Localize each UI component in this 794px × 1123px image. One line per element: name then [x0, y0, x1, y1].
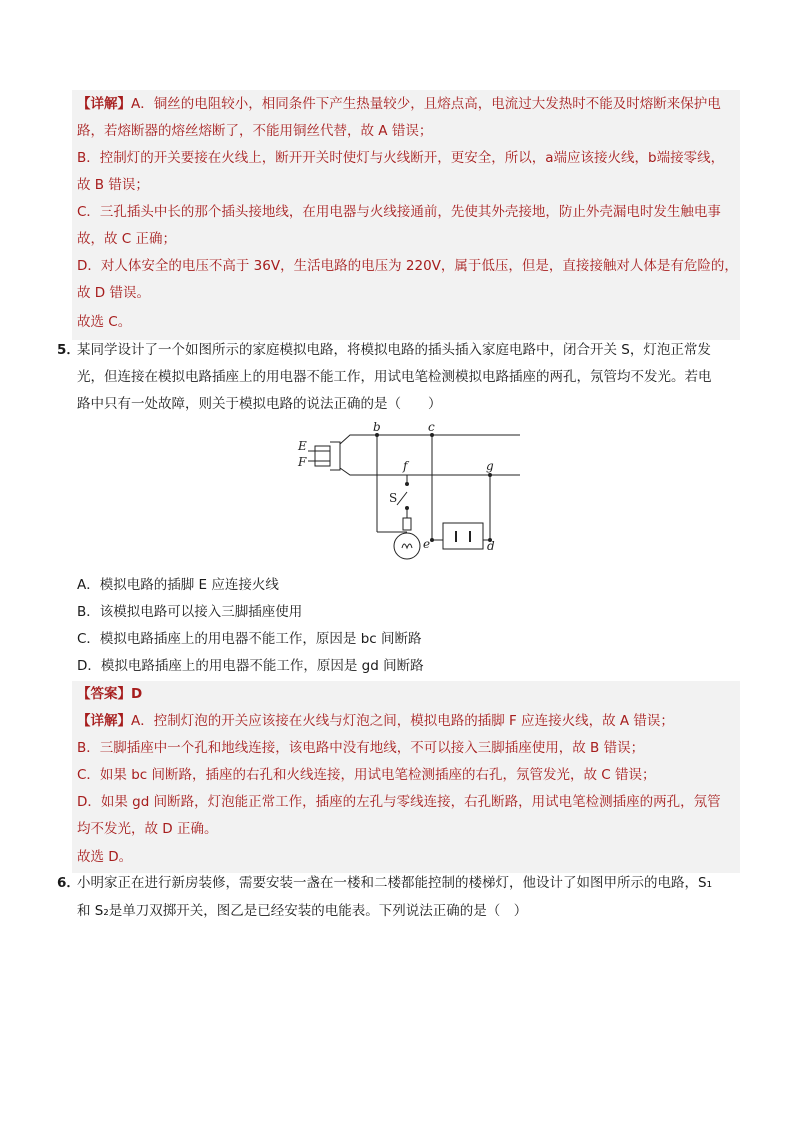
- explanation-line: 路，若熔断器的熔丝熔断了，不能用铜丝代替，故 A 错误；: [77, 123, 433, 139]
- option-c: C．模拟电路插座上的用电器不能工作，原因是 bc 间断路: [77, 631, 422, 647]
- answer-line: [77, 684, 142, 704]
- label-e: e: [423, 537, 431, 551]
- option-d: D．模拟电路插座上的用电器不能工作，原因是 gd 间断路: [77, 658, 424, 674]
- explanation-line: 均不发光，故 D 正确。: [77, 821, 218, 837]
- label-g: g: [486, 459, 494, 473]
- label-b: b: [373, 422, 381, 434]
- conclusion-text: 故选 C。: [77, 314, 132, 330]
- label-f: f: [403, 459, 408, 473]
- label-F: F: [298, 455, 307, 469]
- conclusion-text: 故选 D。: [77, 849, 133, 865]
- switch-s-icon: [397, 492, 407, 505]
- answer-value: D: [131, 686, 143, 702]
- answer-label: 【答案】: [77, 686, 131, 702]
- label-S: S: [389, 491, 398, 505]
- socket-icon: [443, 523, 483, 549]
- question-stem-line: 某同学设计了一个如图所示的家庭模拟电路，将模拟电路的插头插入家庭电路中，闭合开关 S，灯泡正常发: [77, 342, 711, 358]
- explanation-line: D．对人体安全的电压不高于 36V，生活电路的电压为 220V，属于低压，但是，直接接触对人体是有危险的，: [77, 258, 738, 274]
- explanation-line: D．如果 gd 间断路，灯泡能正常工作，插座的左孔与零线连接，右孔断路，用试电笔检测插座的两孔，氖管: [77, 794, 721, 810]
- explanation-label: 【详解】: [77, 96, 131, 112]
- question-stem-line: 和 S₂是单刀双掷开关，图乙是已经安装的电能表。下列说法正确的是（ ）: [77, 903, 528, 919]
- explanation-line: 故，故 C 正确；: [77, 231, 177, 247]
- label-c: c: [428, 422, 435, 434]
- circuit-diagram: [292, 422, 522, 572]
- bulb-base: [403, 518, 411, 530]
- bulb-icon: [394, 533, 420, 559]
- question-stem-line: 光，但连接在模拟电路插座上的用电器不能工作，用试电笔检测模拟电路插座的两孔，氖管均不发光。若电: [77, 369, 712, 385]
- explanation-line: 故 D 错误。: [77, 285, 150, 301]
- label-E: E: [298, 439, 307, 453]
- explanation-line: B．三脚插座中一个孔和地线连接，该电路中没有地线，不可以接入三脚插座使用，故 B 错误；: [77, 740, 645, 756]
- explanation-line: 【详解】A．控制灯泡的开关应该接在火线与灯泡之间，模拟电路的插脚 F 应连接火线，故 A 错误；: [77, 713, 674, 729]
- option-b: B．该模拟电路可以接入三脚插座使用: [77, 604, 303, 620]
- explanation-line: C．三孔插头中长的那个插头接地线，在用电器与火线接通前，先使其外壳接地，防止外壳漏电时发生触电事: [77, 204, 721, 220]
- explanation-line: 【详解】A．铜丝的电阻较小，相同条件下产生热量较少，且熔点高，电流过大发热时不能及时熔断来保护电: [77, 96, 721, 112]
- explanation-label: 【详解】: [77, 713, 131, 729]
- explanation-line: B．控制灯的开关要接在火线上，断开开关时使灯与火线断开，更安全，所以，a端应该接火线，b端接零线，: [77, 150, 725, 166]
- explanation-line: 故 B 错误；: [77, 177, 149, 193]
- question-stem-line: 小明家正在进行新房装修，需要安装一盏在一楼和二楼都能控制的楼梯灯，他设计了如图甲所示的电路，S₁: [77, 875, 712, 891]
- question-number: 6．: [57, 875, 80, 891]
- label-d: d: [487, 539, 495, 553]
- plug-icon: [315, 446, 330, 466]
- explanation-line: C．如果 bc 间断路，插座的右孔和火线连接，用试电笔检测插座的右孔，氖管发光，故 C 错误；: [77, 767, 656, 783]
- question-stem-line: 路中只有一处故障，则关于模拟电路的说法正确的是（ ）: [77, 396, 442, 412]
- question-number: 5．: [57, 342, 80, 358]
- wire-top: [340, 435, 520, 444]
- option-a: A．模拟电路的插脚 E 应连接火线: [77, 577, 279, 593]
